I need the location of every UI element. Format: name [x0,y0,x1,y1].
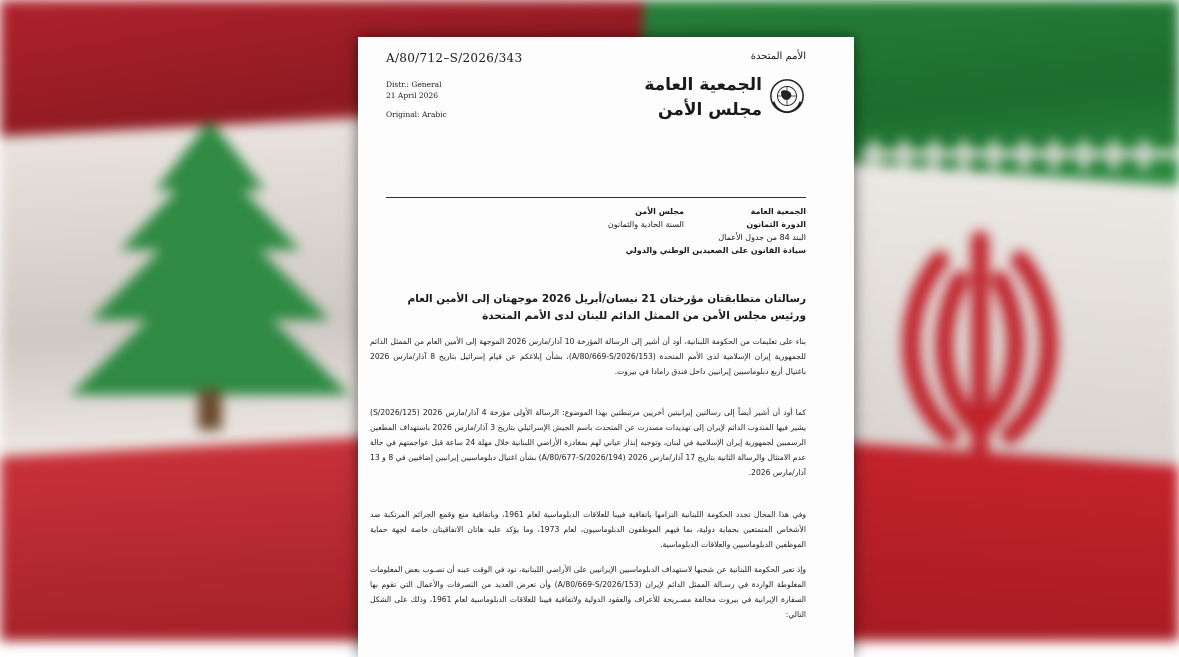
agenda-sc-year: السنة الحادية والثمانون [607,220,684,229]
distribution-text: Distr.: General [386,80,442,89]
un-emblem-icon [768,77,806,115]
cedar-tree-icon [60,110,360,440]
agenda-block-security-council [554,205,684,231]
agenda-sc-label: مجلس الأمن [635,207,684,216]
agenda-item-title: سيادة القانون على الصعيدين الوطني والدولي [625,246,806,255]
kufic-script-border [860,140,1179,200]
security-council-title: مجلس الأمن [658,100,762,120]
original-language: Original: Arabic [386,110,447,119]
agenda-ga-label: الجمعية العامة [750,207,806,216]
document-symbol: A/80/712–S/2026/343 [386,51,523,65]
general-assembly-title: الجمعية العامة [644,75,762,95]
body-paragraph-2: كما أود أن أشير أيضاً إلى رسالتين إيرانيتين أخريين مرتبطتين بهذا الموضوع: الرسالة الأولى مؤرخة 4 آذار/مارس 2026 (S/2026/125) يشير فيها المندوب الدائم لإيران إلى تهديدات مصدرت عن المتحدث باسم الجيش الإسرائيلي بتاريخ 3 آذار/مارس 2026 باستهداف المطعين الرسميين لجمهورية إيران الإسلامية في لبنان، وتوجيه إنذار عياني لهم بمغادرة الأراضي اللبنانية خلال مهلة 24 ساعة قبل عواجمتهم في حالة عدم الامتثال والرسالة الثانية بتاريخ 17 آذار/مارس 2026 (A/80/677-S/2026/194) بشأن اغتيال دبلوماسيين إيرانيين إضافيين في 8 و 13 آذار/مارس 2026. [370,408,807,477]
letter-title: رسالتان متطابقتان مؤرختان 21 نيسان/أبريل 2026 موجهتان إلى الأمين العام ورئيس مجلس الأمن من الممثل الدائم للبنان لدى الأمم المتحدة [407,293,806,322]
united-nations-label: الأمم المتحدة [750,51,806,62]
body-paragraph-3: وفي هذا المجال تجدد الحكومة اللبنانية التزامها باتفاقية فيينا للعلاقات الدبلوماسية لعام 1961، وباتفاقية منع وقمع الجرائم المرتكبة ضد الأشخاص المتمتعين بحماية دولية، بما فيهم الموظفون الدبلوماسيون، لعام 1973، وما يؤكد عليه هاتان الاتفاقيتان خاصة لجهة حماية الموظفين الدبلوماسيين والعلاقات الدبلوماسية. [370,510,806,549]
body-paragraph-1: بناء على تعليمات من الحكومة اللبنانية، أود أن أشير إلى الرسالة المؤرخة 10 آذار/مارس 2026 الموجهة إلى الأمين العام من الممثل الدائم للجمهورية إيران الإسلامية لدى الأمم المتحدة (A/80/669-S/2026/153)، بشأن إبلاغكم عن قيام إسرائيل بتاريخ 8 آذار/مارس 2026 باغتيال أربع دبلوماسيين إيرانيين داخل فندق رامادا في بيروت. [370,337,807,376]
header-divider [386,197,806,198]
agenda-item-number: البند 84 من جدول الأعمال [718,233,806,242]
document-date: 21 April 2026 [386,91,438,100]
body-paragraph-4: وإذ تعبر الحكومة اللبنانية عن شجبها لاستهداف الدبلوماسيين الإيرانيين على الأراضي اللبنانية، تود في الوقت عينه أن تصـوب بعض المعلومات المغلوطة الواردة في رسـالة الممثل الدائم لإيران (A/80/669-S/2026/153) وأن تعرض العديد من التصرفات والأعمال التي تقوم بها السفارة الإيرانية في بيروت مخالفة مصـريحة للأعراف والعقود الدولية ولاتفاقية فيينا للعلاقات الدبلوماسية لعام 1961، وذلك على الشكل التالي: [370,565,807,619]
un-document-page [358,37,854,657]
agenda-session: الدورة الثمانون [746,220,806,229]
iran-emblem-icon [880,220,1080,460]
distribution-block [386,79,447,120]
